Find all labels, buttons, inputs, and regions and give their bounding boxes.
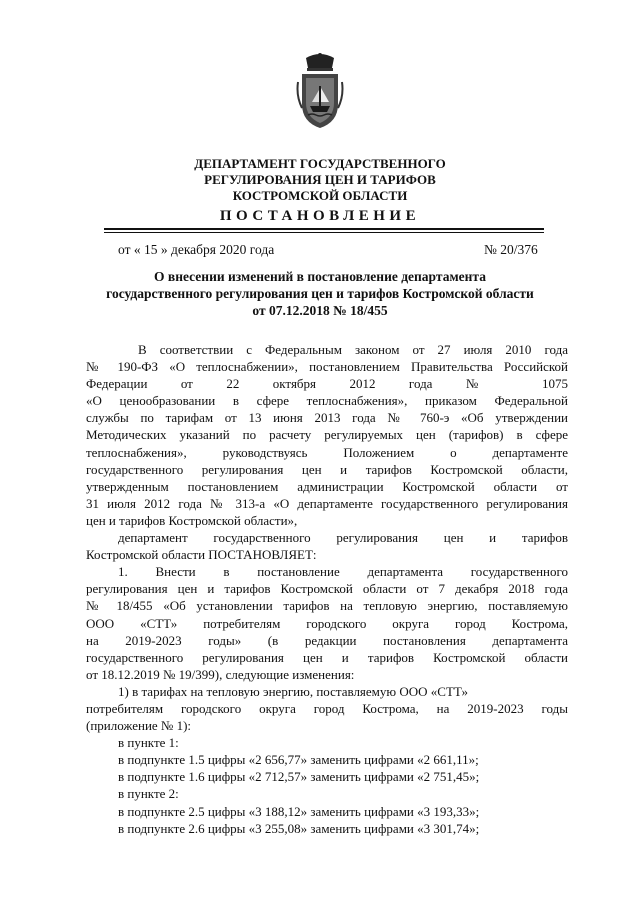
coat-of-arms-icon <box>296 52 344 130</box>
document-type-title: ПОСТАНОВЛЕНИЕ <box>219 208 421 224</box>
document-subject <box>0 268 640 319</box>
body-line: В соответствии с Федеральным законом от 27 июля 2010 года <box>138 342 568 357</box>
department-line-3: КОСТРОМСКОЙ ОБЛАСТИ <box>232 188 408 203</box>
body-line: в подпункте 1.6 цифры «2 712,57» заменить цифрами «2 751,45»; <box>118 769 480 785</box>
department-line-1: ДЕПАРТАМЕНТ ГОСУДАРСТВЕННОГО <box>194 156 446 171</box>
body-line: в подпункте 1.5 цифры «2 656,77» заменить цифрами «2 661,11»; <box>118 752 479 768</box>
body-line: «О ценообразовании в сфере теплоснабжения», приказом Федеральной <box>86 393 568 409</box>
subject-line-1: О внесении изменений в постановление департамента <box>154 269 486 284</box>
body-line: (приложение № 1): <box>86 718 192 734</box>
body-line: № 190-ФЗ «О теплоснабжении», постановлением Правительства Российской <box>86 359 568 375</box>
subject-line-2: государственного регулирования цен и тарифов Костромской области <box>106 286 534 301</box>
body-line: на 2019-2023 годы» (в редакции постановления департамента <box>86 632 568 648</box>
body-line: Методических указаний по расчету регулируемых цен (тарифов) в сфере <box>86 427 568 443</box>
body-line: № 18/455 «Об установлении тарифов на тепловую энергию, поставляемую <box>86 598 568 614</box>
body-line: государственного регулирования цен и тарифов Костромской области, <box>86 461 568 477</box>
body-line: Федерации от 22 октября 2012 года № 1075 <box>86 376 568 392</box>
body-line: департамент государственного регулирования цен и тарифов <box>118 530 568 546</box>
body-line: в пункте 1: <box>118 735 179 751</box>
document-body <box>86 341 568 837</box>
document-number: № 20/376 <box>484 242 538 257</box>
document-date: от « 15 » декабря 2020 года <box>118 242 275 257</box>
body-line: 31 июля 2012 года № 313-а «О департаменте государственного регулирования <box>86 495 568 511</box>
title-rule-thin <box>104 232 544 233</box>
body-line: государственного регулирования цен и тарифов Костромской области <box>86 649 568 665</box>
body-line: регулирования цен и тарифов Костромской области от 7 декабря 2018 года <box>86 581 568 597</box>
department-name <box>0 156 640 204</box>
subject-line-3: от 07.12.2018 № 18/455 <box>252 303 388 318</box>
body-line: ООО «СТТ» потребителям городского округа город Кострома, <box>86 615 568 631</box>
body-line: потребителям городского округа город Кострома, на 2019-2023 годы <box>86 700 568 716</box>
body-line: от 18.12.2019 № 19/399), следующие изменения: <box>86 666 355 682</box>
body-line: 1. Внести в постановление департамента государственного <box>118 564 568 580</box>
department-line-2: РЕГУЛИРОВАНИЯ ЦЕН И ТАРИФОВ <box>204 172 436 187</box>
body-line: Костромской области ПОСТАНОВЛЯЕТ: <box>86 547 317 563</box>
body-line: в подпункте 2.5 цифры «3 188,12» заменить цифрами «3 193,33»; <box>118 803 480 819</box>
body-line: утвержденным постановлением администрации Костромской области от <box>86 478 568 494</box>
title-rule-thick <box>104 228 544 230</box>
body-line: в подпункте 2.6 цифры «3 255,08» заменить цифрами «3 301,74»; <box>118 820 480 836</box>
body-line: теплоснабжения», руководствуясь Положением о департаменте <box>86 444 568 460</box>
body-line: службы по тарифам от 13 июня 2013 года № 760-э «Об утверждении <box>86 410 568 426</box>
body-line: в пункте 2: <box>118 786 179 802</box>
body-line: цен и тарифов Костромской области», <box>86 512 298 528</box>
body-line: 1) в тарифах на тепловую энергию, поставляемую ООО «СТТ» <box>118 683 468 699</box>
